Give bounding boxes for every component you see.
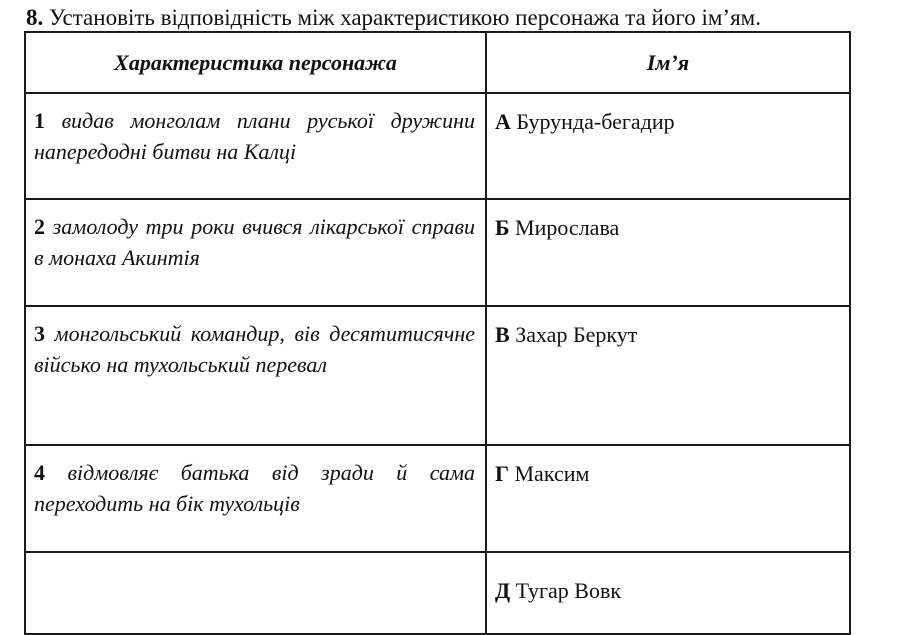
header-characteristic: Характеристика персонажа xyxy=(25,32,486,93)
name-text: Максим xyxy=(514,461,590,486)
name-cell xyxy=(486,552,850,634)
name-letter: Г xyxy=(495,461,509,486)
matching-table xyxy=(24,31,851,635)
name-cell xyxy=(486,445,850,552)
name-text: Мирослава xyxy=(515,215,620,240)
characteristic-cell xyxy=(25,306,486,445)
table-row xyxy=(25,552,850,634)
table-header-row xyxy=(25,32,850,93)
name-text: Тугар Вовк xyxy=(515,578,622,603)
name-text: Захар Беркут xyxy=(515,322,638,347)
characteristic-cell xyxy=(25,93,486,199)
question-text: Установіть відповідність між характеристикою персонажа та його ім’ям. xyxy=(49,5,761,30)
name-letter: Б xyxy=(495,215,510,240)
table-row xyxy=(25,93,850,199)
characteristic-number: 4 xyxy=(34,460,45,485)
characteristic-cell-empty xyxy=(25,552,486,634)
table-row xyxy=(25,199,850,306)
characteristic-cell xyxy=(25,445,486,552)
characteristic-number: 2 xyxy=(34,214,45,239)
name-cell xyxy=(486,199,850,306)
characteristic-text: відмовляє батька від зради й сама переходить на бік тухольців xyxy=(34,460,475,516)
table-row xyxy=(25,306,850,445)
question-heading xyxy=(26,4,761,32)
characteristic-text: замолоду три роки вчився лікарської справи в монаха Акинтія xyxy=(34,214,475,270)
name-cell xyxy=(486,93,850,199)
name-text: Бурунда-бегадир xyxy=(516,109,675,134)
name-letter: А xyxy=(495,109,511,134)
name-letter: В xyxy=(495,322,510,347)
characteristic-cell xyxy=(25,199,486,306)
characteristic-number: 3 xyxy=(34,321,45,346)
characteristic-number: 1 xyxy=(34,108,45,133)
name-cell xyxy=(486,306,850,445)
name-letter: Д xyxy=(495,578,511,603)
characteristic-text: видав монголам плани руської дружини напередодні битви на Калці xyxy=(34,108,475,164)
header-name: Ім’я xyxy=(486,32,850,93)
characteristic-text: монгольський командир, вів десятитисячне військо на тухольський перевал xyxy=(34,321,475,377)
question-number: 8. xyxy=(26,5,44,30)
table-row xyxy=(25,445,850,552)
